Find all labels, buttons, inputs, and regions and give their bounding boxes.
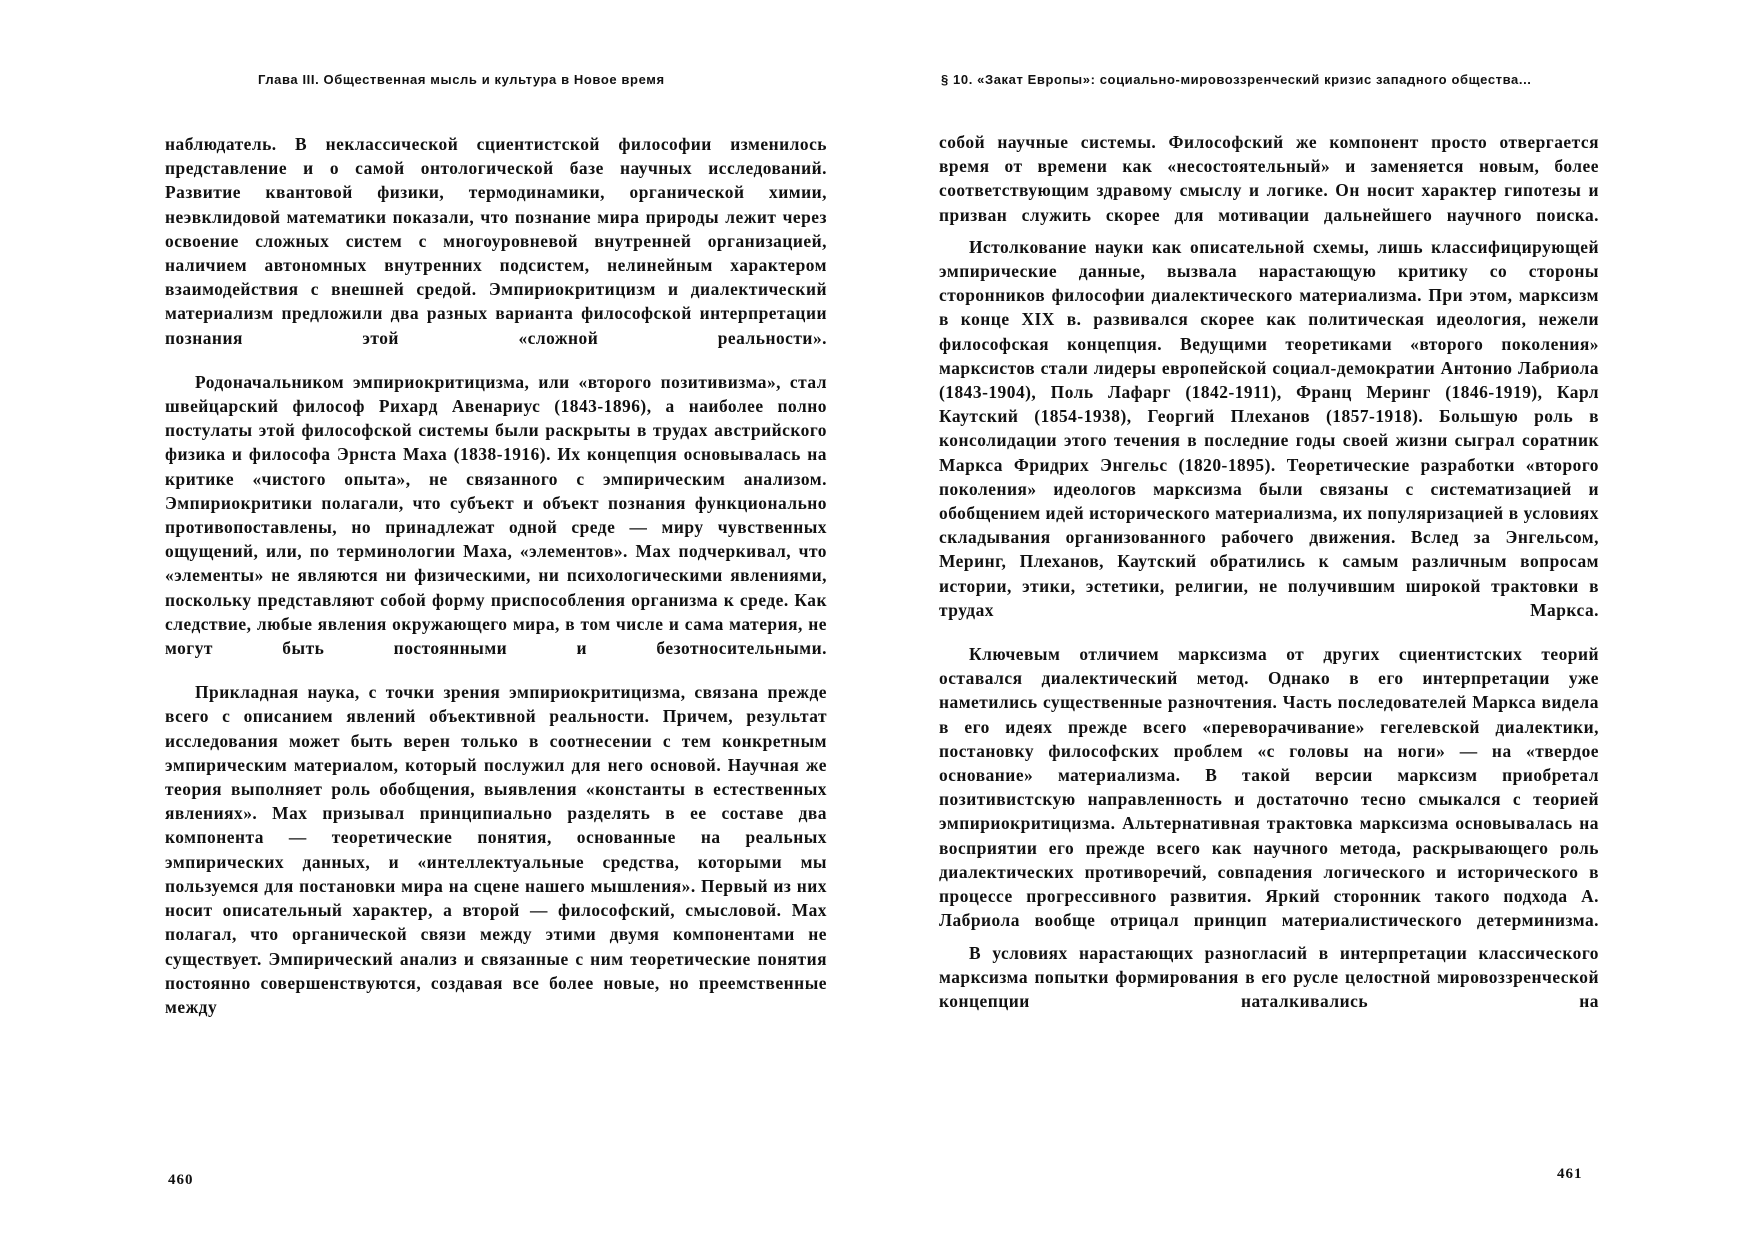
right-page-body [939,130,1599,1013]
paragraph: Ключевым отличием марксизма от других сциентистских теорий оставался диалектический метод. Однако в его интерпретации уже наметились существенные разночтения. Часть последователей Маркса видела в его идеях прежде всего «переворачивание» гегелевской диалектики, постановку философских проблем «с головы на ноги» — на «твердое основание» материализма. В такой версии марксизм приобретал позитивистскую направленность и достаточно тесно смыкался с теорией эмпириокритицизма. Альтернативная трактовка марксизма основывалась на восприятии его прежде всего как научного метода, раскрывающего роль диалектических противоречий, совпадения логического и исторического в процессе прогрессивного развития. Яркий сторонник такого подхода А. Лабриола вообще отрицал принцип материалистического детерминизма. [939,644,1599,931]
running-head-right: § 10. «Закат Европы»: социально-мировоззренческий кризис западного общества... [941,72,1532,87]
paragraph: Прикладная наука, с точки зрения эмпириокритицизма, связана прежде всего с описанием явлений объективной реальности. Причем, результат исследования может быть верен только в соотнесении с тем конкретным эмпирическим материалом, который послужил для него основой. Научная же теория выполняет роль обобщения, выявления «константы в естественных явлениях». Мах призывал принципиально разделять в ее составе два компонента — теоретические понятия, основанные на реальных эмпирических данных, и «интеллектуальные средства, которыми мы пользуемся для постановки мира на сцене нашего мышления». Первый из них носит описательный характер, а второй — философский, смысловой. Мах полагал, что органической связи между этими двумя компонентами не существует. Эмпирический анализ и связанные с ним теоретические понятия постоянно совершенствуются, создавая все более новые, но преемственные между [165,682,827,1017]
paragraph: собой научные системы. Философский же компонент просто отвергается время от времени как «несостоятельный» и заменяется новым, более соответствующим здравому смыслу и логике. Он носит характер гипотезы и призван служить скорее для мотивации дальнейшего научного поиска. [939,132,1599,225]
right-page [877,0,1754,1239]
left-page-body [165,132,827,1019]
paragraph: Родоначальником эмпириокритицизма, или «второго позитивизма», стал швейцарский философ Рихард Авенариус (1843-1896), а наиболее полно постулаты этой философской системы были раскрыты в трудах австрийского физика и философа Эрнста Маха (1838-1916). Их концепция основывалась на критике «чистого опыта», не связанного с эмпирическим анализом. Эмпириокритики полагали, что субъект и объект познания функционально противопоставлены, но принадлежат одной среде — миру чувственных ощущений, или, по терминологии Маха, «элементов». Мах подчеркивал, что «элементы» не являются ни физическими, ни психологическими явлениями, поскольку представляют собой форму приспособления организма к среде. Как следствие, любые явления окружающего мира, в том числе и сама материя, не могут быть постоянными и безотносительными. [165,371,827,659]
running-head-left: Глава III. Общественная мысль и культура в Новое время [258,72,665,87]
paragraph: наблюдатель. В неклассической сциентистской философии изменилось представление и о самой онтологической базе научных исследований. Развитие квантовой физики, термодинамики, органической химии, неэвклидовой математики показали, что познание мира природы лежит через освоение сложных систем с многоуровневой внутренней организацией, наличием автономных внутренних подсистем, нелинейным характером взаимодействия с внешней средой. Эмпириокритицизм и диалектический материализм предложили два разных варианта философской интерпретации познания этой «сложной реальности». [165,134,827,348]
page-number-right: 461 [1557,1166,1583,1182]
paragraph: В условиях нарастающих разногласий в интерпретации классического марксизма попытки формирования в его русле целостной мировоззренческой концепции наталкивались на [939,942,1599,1011]
page-number-left: 460 [168,1172,194,1188]
paragraph: Истолкование науки как описательной схемы, лишь классифицирующей эмпирические данные, вызвала нарастающую критику со стороны сторонников философии диалектического материализма. При этом, марксизм в конце XIX в. развивался скорее как политическая идеология, нежели философская концепция. Ведущими теоретиками «второго поколения» марксистов стали лидеры европейской социал-демократии Антонио Лабриола (1843-1904), Поль Лафарг (1842-1911), Франц Меринг (1846-1919), Карл Каутский (1854-1938), Георгий Плеханов (1857-1918). Большую роль в консолидации этого течения в последние годы своей жизни сыграл соратник Маркса Фридрих Энгельс (1820-1895). Теоретические разработки «второго поколения» идеологов марксизма были связаны с систематизацией и обобщением идей исторического материализма, их популяризацией в условиях складывания организованного рабочего движения. Вслед за Энгельсом, Меринг, Плеханов, Каутский обратились к самым различным вопросам истории, этики, эстетики, религии, не получившим широкой трактовки в трудах Маркса. [939,236,1599,620]
